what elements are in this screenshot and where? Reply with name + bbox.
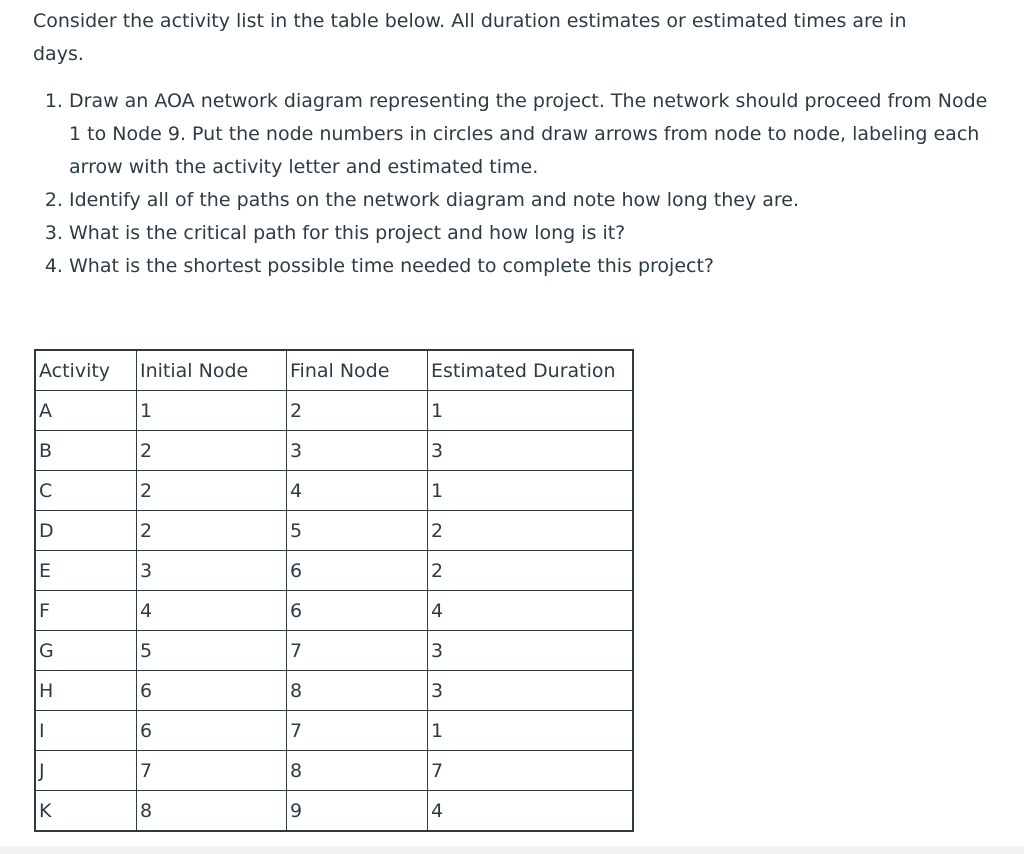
cell-initial-node: 3 [137,551,287,591]
cell-final-node: 6 [287,591,428,631]
cell-initial-node: 2 [137,471,287,511]
cell-duration: 4 [428,591,634,631]
header-estimated-duration: Estimated Duration [428,350,634,391]
cell-initial-node: 8 [137,791,287,832]
cell-activity: B [35,431,137,471]
cell-duration: 2 [428,511,634,551]
cell-final-node: 9 [287,791,428,832]
header-final-node: Final Node [287,350,428,391]
cell-activity: I [35,711,137,751]
cell-duration: 4 [428,791,634,832]
table-row [35,551,633,591]
table-row [35,751,633,791]
cell-duration: 7 [428,751,634,791]
page-bottom-divider [0,846,1024,854]
question-item: 1. Draw an AOA network diagram representing the project. The network should proceed from Node 1 to Node 9. Put the node numbers in circles and draw arrows from node to node, labeling each arrow with the activity letter and estimated time. [69,85,993,184]
cell-final-node: 4 [287,471,428,511]
cell-duration: 3 [428,431,634,471]
table-row [35,471,633,511]
cell-duration: 2 [428,551,634,591]
question-item: 2. Identify all of the paths on the network diagram and note how long they are. [69,184,993,217]
question-item: 4. What is the shortest possible time needed to complete this project? [69,250,993,283]
cell-final-node: 8 [287,751,428,791]
cell-duration: 3 [428,671,634,711]
cell-initial-node: 7 [137,751,287,791]
cell-duration: 1 [428,711,634,751]
cell-final-node: 2 [287,391,428,431]
table-row [35,671,633,711]
table-row [35,511,633,551]
table-row [35,591,633,631]
cell-final-node: 3 [287,431,428,471]
question-item: 3. What is the critical path for this project and how long is it? [69,217,993,250]
cell-activity: K [35,791,137,832]
question-list [33,85,993,283]
table-row [35,631,633,671]
header-activity: Activity [35,350,137,391]
cell-final-node: 6 [287,551,428,591]
cell-initial-node: 1 [137,391,287,431]
cell-initial-node: 4 [137,591,287,631]
cell-final-node: 8 [287,671,428,711]
cell-initial-node: 6 [137,671,287,711]
cell-initial-node: 6 [137,711,287,751]
cell-activity: A [35,391,137,431]
table-row [35,791,633,832]
cell-duration: 3 [428,631,634,671]
assignment-content [33,0,993,822]
cell-initial-node: 5 [137,631,287,671]
cell-initial-node: 2 [137,511,287,551]
cell-final-node: 7 [287,711,428,751]
cell-activity: C [35,471,137,511]
cell-activity: J [35,751,137,791]
header-initial-node: Initial Node [137,350,287,391]
cell-activity: E [35,551,137,591]
cell-initial-node: 2 [137,431,287,471]
activity-table [34,349,634,832]
cell-duration: 1 [428,391,634,431]
cell-activity: D [35,511,137,551]
cell-activity: H [35,671,137,711]
table-header-row [35,350,633,391]
table-row [35,391,633,431]
cell-activity: G [35,631,137,671]
cell-duration: 1 [428,471,634,511]
intro-paragraph: Consider the activity list in the table below. All duration estimates or estimated times are in days. [33,10,907,65]
cell-activity: F [35,591,137,631]
table-row [35,711,633,751]
cell-final-node: 7 [287,631,428,671]
table-row [35,431,633,471]
cell-final-node: 5 [287,511,428,551]
